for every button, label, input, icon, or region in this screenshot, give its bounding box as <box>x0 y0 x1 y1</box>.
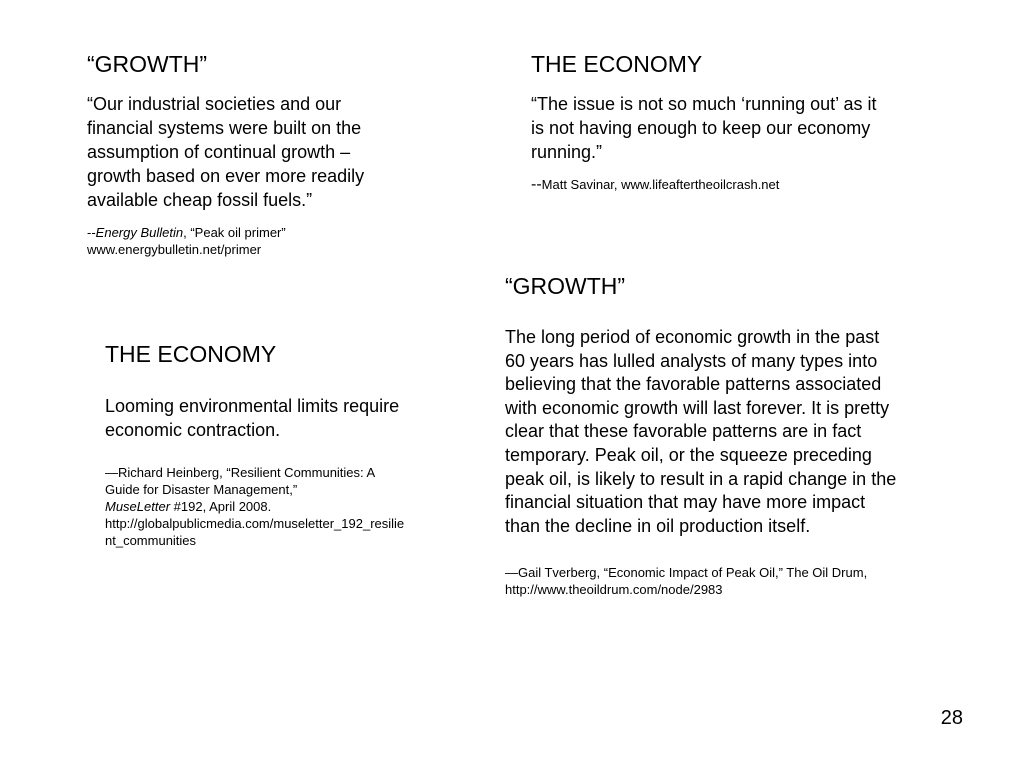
citation-url: http://globalpublicmedia.com/museletter_192_resilient_communities <box>105 516 405 548</box>
economy-limits-block <box>105 340 405 549</box>
economy-quote-text: “The issue is not so much ‘running out’ as it is not having enough to keep our economy running.” <box>531 94 877 162</box>
economy-heading: THE ECONOMY <box>531 51 703 77</box>
citation-author-title: —Richard Heinberg, “Resilient Communities: A Guide for Disaster Management,” <box>105 465 375 497</box>
citation-dash: -- <box>87 225 96 240</box>
citation-source: Energy Bulletin <box>95 225 184 240</box>
citation-dash: -- <box>531 176 542 193</box>
economy-quote-citation <box>531 176 881 193</box>
growth-long-block <box>505 272 900 598</box>
citation-source: MuseLetter <box>105 499 171 514</box>
page-number: 28 <box>940 707 963 729</box>
citation-issue: #192, April 2008. <box>170 499 272 514</box>
economy-quote-block <box>531 50 881 193</box>
citation-title: , “Peak oil primer” <box>183 225 286 240</box>
growth-quote-citation <box>87 224 407 258</box>
growth-quote-text: “Our industrial societies and our financial systems were built on the assumption of continual growth – growth based on ever more readily available cheap fossil fuels.” <box>87 94 365 210</box>
growth-long-citation: —Gail Tverberg, “Economic Impact of Peak Oil,” The Oil Drum, http://www.theoildrum.com/node/2983 <box>505 565 868 598</box>
growth-long-text: The long period of economic growth in the past 60 years has lulled analysts of many types into believing that the favorable patterns associated with economic growth will last forever. It is pretty clear that these favorable patterns are in fact temporary. Peak oil, or the squeeze preceding peak oil, is likely to result in a rapid change in the financial situation that may have more impact than the decline in oil production itself. <box>505 327 897 536</box>
citation-text: Matt Savinar, www.lifeaftertheoilcrash.net <box>541 177 780 192</box>
economy-limits-citation <box>105 464 405 549</box>
economy-limits-heading: THE ECONOMY <box>105 341 277 367</box>
citation-url: www.energybulletin.net/primer <box>87 242 262 257</box>
growth-long-heading: “GROWTH” <box>505 273 626 299</box>
growth-heading: “GROWTH” <box>87 51 208 77</box>
economy-limits-text: Looming environmental limits require economic contraction. <box>105 396 400 440</box>
growth-quote-block <box>87 50 407 258</box>
